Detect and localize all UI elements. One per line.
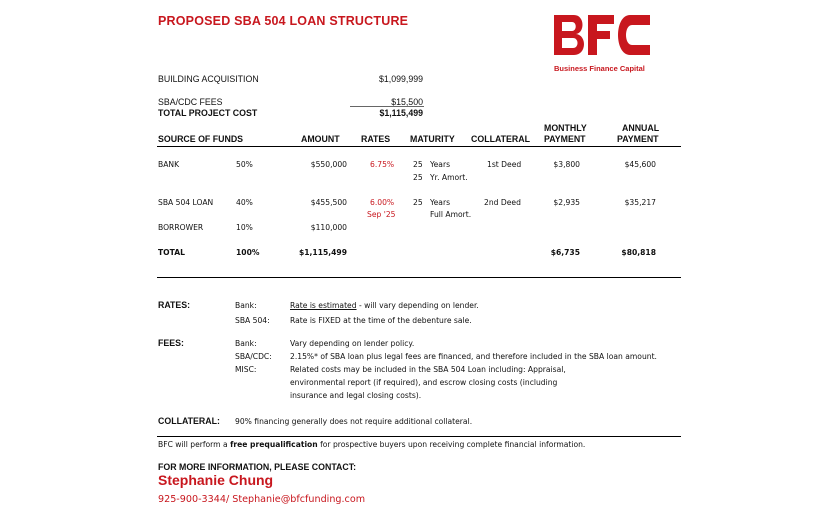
row-bank-mat-num2: 25 <box>413 173 423 182</box>
row-sba-annual: $35,217 <box>624 198 656 207</box>
prequal-text-2: for prospective buyers upon receiving complete financial information. <box>317 440 586 449</box>
document-title: PROPOSED SBA 504 LOAN STRUCTURE <box>158 14 409 28</box>
row-sba-mat-text1: Years <box>430 198 451 207</box>
prequal-text-bold: free prequalification <box>230 440 318 449</box>
fees-misc-line3: insurance and legal closing costs). <box>290 391 422 400</box>
logo-subtitle: Business Finance Capital <box>554 64 645 73</box>
collateral-section-label: COLLATERAL: <box>158 416 220 426</box>
fees-bank-label: Bank: <box>235 339 257 348</box>
contact-heading: FOR MORE INFORMATION, PLEASE CONTACT: <box>158 462 357 472</box>
row-total-monthly: $6,735 <box>550 248 580 257</box>
row-bank-mat-text1: Years <box>430 160 451 169</box>
row-sba-mat-num1: 25 <box>413 198 423 207</box>
header-source: SOURCE OF FUNDS <box>158 134 244 144</box>
collateral-text: 90% financing generally does not require additional collateral. <box>235 417 473 426</box>
fees-misc-line2: environmental report (if required), and escrow closing costs (including <box>290 378 558 387</box>
header-collateral: COLLATERAL <box>471 134 530 144</box>
row-bank-rate: 6.75% <box>370 160 395 169</box>
row-bank-mat-num1: 25 <box>413 160 423 169</box>
prequal-rule <box>157 436 681 437</box>
row-total-pct: 100% <box>236 248 260 257</box>
row-total-amount: $1,115,499 <box>298 248 347 257</box>
rates-sba-text: Rate is FIXED at the time of the debenture sale. <box>290 316 472 325</box>
row-sba-amount: $455,500 <box>310 198 347 207</box>
row-bank-annual: $45,600 <box>624 160 656 169</box>
row-bank-monthly: $3,800 <box>553 160 580 169</box>
table-bottom-rule <box>157 277 681 278</box>
rates-estimated-text: Rate is estimated <box>290 301 357 310</box>
rates-bank-label: Bank: <box>235 301 257 310</box>
fees-misc-label: MISC: <box>235 365 257 374</box>
rates-sba-label: SBA 504: <box>235 316 270 325</box>
fees-sbacdc-label: SBA/CDC: <box>235 352 272 361</box>
row-sba-source: SBA 504 LOAN <box>158 198 214 207</box>
row-sba-pct: 40% <box>236 198 253 207</box>
fees-bank-text: Vary depending on lender policy. <box>290 339 415 348</box>
fees-label: SBA/CDC FEES <box>158 97 223 107</box>
header-monthly-1: MONTHLY <box>544 123 587 133</box>
header-rates: RATES <box>361 134 391 144</box>
fees-sbacdc-text: 2.15%* of SBA loan plus legal fees are financed, and therefore included in the SBA loan amount. <box>290 352 657 361</box>
row-total-source: TOTAL <box>158 248 185 257</box>
row-bank-source: BANK <box>158 160 180 169</box>
rates-bank-text <box>290 301 479 310</box>
row-sba-rate-note: Sep '25 <box>367 210 396 219</box>
header-annual-1: ANNUAL <box>622 123 660 133</box>
building-label: BUILDING ACQUISITION <box>158 74 259 84</box>
row-borrower-source: BORROWER <box>158 223 204 232</box>
row-sba-collateral: 2nd Deed <box>484 198 521 207</box>
header-maturity: MATURITY <box>410 134 455 144</box>
prequal-text <box>158 440 585 449</box>
row-borrower-amount: $110,000 <box>310 223 347 232</box>
rates-section-label: RATES: <box>158 300 191 310</box>
row-borrower-pct: 10% <box>236 223 253 232</box>
contact-name: Stephanie Chung <box>158 472 274 488</box>
header-amount: AMOUNT <box>301 134 340 144</box>
row-bank-amount: $550,000 <box>310 160 347 169</box>
fees-value: $15,500 <box>391 97 423 107</box>
fees-misc-line1: Related costs may be included in the SBA 504 Loan including: Appraisal, <box>290 365 566 374</box>
total-cost-label: TOTAL PROJECT COST <box>158 108 258 118</box>
prequal-text-1: BFC will perform a <box>158 440 231 449</box>
total-cost-value: $1,115,499 <box>379 108 423 118</box>
row-sba-monthly: $2,935 <box>553 198 580 207</box>
rates-bank-rest: - will vary depending on lender. <box>356 301 479 310</box>
row-sba-mat-text2: Full Amort. <box>430 210 472 219</box>
row-bank-mat-text2: Yr. Amort. <box>430 173 468 182</box>
row-total-annual: $80,818 <box>621 248 656 257</box>
bfc-logo <box>552 13 652 57</box>
header-annual-2: PAYMENT <box>617 134 659 144</box>
row-bank-collateral: 1st Deed <box>487 160 522 169</box>
header-monthly-2: PAYMENT <box>544 134 586 144</box>
row-sba-rate: 6.00% <box>370 198 395 207</box>
fees-section-label: FEES: <box>158 338 184 348</box>
row-bank-pct: 50% <box>236 160 253 169</box>
header-rule <box>157 146 681 147</box>
fees-underline <box>350 106 424 107</box>
contact-phone-email[interactable]: 925-900-3344/ Stephanie@bfcfunding.com <box>158 494 366 505</box>
building-value: $1,099,999 <box>378 74 423 84</box>
